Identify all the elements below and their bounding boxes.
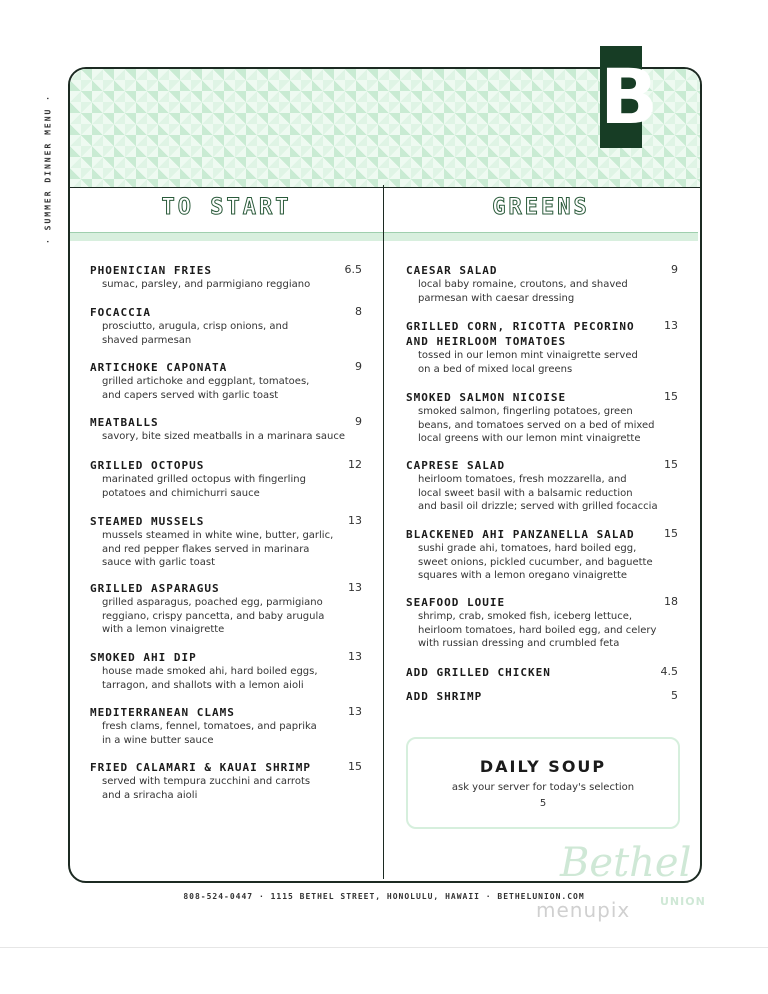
to-start-title: TO START xyxy=(161,195,292,220)
menu-item xyxy=(90,581,362,637)
menu-item-price: 13 xyxy=(664,319,678,332)
daily-soup-desc: ask your server for today's selection xyxy=(451,782,635,793)
menu-item-price: 15 xyxy=(664,458,678,471)
menu-item-name: MEDITERRANEAN CLAMS xyxy=(90,706,235,719)
menu-item-desc: prosciutto, arugula, crisp onions, and xyxy=(102,321,289,332)
menu-item-name: SEAFOOD LOUIE xyxy=(406,596,506,609)
header-band xyxy=(70,232,698,241)
menu-item-desc: local sweet basil with a balsamic reduction xyxy=(418,487,633,499)
menu-item-price: 13 xyxy=(348,514,362,527)
menu-item-desc: sweet onions, pickled cucumber, and baguette xyxy=(418,556,653,568)
menu-item-price: 15 xyxy=(664,527,678,540)
menu-item-desc: smoked salmon, fingerling potatoes, green xyxy=(418,406,633,417)
menu-item-desc: reggiano, crispy pancetta, and baby arugula xyxy=(102,610,325,622)
menu-item xyxy=(90,360,362,402)
menu-item-desc: with russian dressing and crumbled feta xyxy=(418,638,620,649)
menu-item-desc: on a bed of mixed local greens xyxy=(418,363,573,375)
menu-item-desc: squares with a lemon oregano vinaigrette xyxy=(418,570,628,581)
menu-item-name: ARTICHOKE CAPONATA xyxy=(90,361,228,374)
menu-item-desc: potatoes and chimichurri sauce xyxy=(102,487,260,499)
bethel-logo: B xyxy=(600,46,642,148)
menu-item xyxy=(406,263,678,305)
menu-item xyxy=(406,595,678,651)
menu-item-name: BLACKENED AHI PANZANELLA SALAD xyxy=(406,528,635,541)
menu-item-desc: marinated grilled octopus with fingerling xyxy=(102,474,306,485)
menupix-watermark: menupix xyxy=(536,898,631,922)
greens-title: GREENS xyxy=(492,195,590,220)
menu-item-desc: local greens with our lemon mint vinaigrette xyxy=(418,433,641,444)
menu-item-desc: sumac, parsley, and parmigiano reggiano xyxy=(102,279,311,290)
union-watermark: UNION xyxy=(660,895,706,908)
menu-item-desc: sauce with garlic toast xyxy=(102,557,216,568)
menu-item-desc: in a wine butter sauce xyxy=(102,734,214,746)
menu-item-desc: local baby romaine, croutons, and shaved xyxy=(418,279,628,290)
menu-item-desc: and capers served with garlic toast xyxy=(102,389,279,401)
menu-item xyxy=(90,458,362,500)
menu-item-price: 15 xyxy=(348,760,362,773)
menu-item-name: ADD GRILLED CHICKEN xyxy=(406,666,551,679)
menu-item-desc: grilled asparagus, poached egg, parmigiano xyxy=(102,597,323,608)
menu-item-name: ADD SHRIMP xyxy=(406,690,483,703)
menu-item-desc: mussels steamed in white wine, butter, garlic, xyxy=(102,530,334,541)
bethel-watermark: Bethel xyxy=(560,840,692,886)
side-label-text: · SUMMER DINNER MENU · xyxy=(43,94,53,244)
menu-item-desc: shrimp, crab, smoked fish, iceberg lettuce, xyxy=(418,611,633,622)
menu-item-name: FOCACCIA xyxy=(90,306,151,319)
menu-item-name: STEAMED MUSSELS xyxy=(90,515,205,528)
menu-item-price: 15 xyxy=(664,390,678,403)
menu-item xyxy=(90,415,362,444)
menu-item xyxy=(90,705,362,747)
menu-item xyxy=(90,760,362,802)
menu-item xyxy=(406,527,678,583)
menu-item-price: 9 xyxy=(355,415,362,428)
daily-soup-title: DAILY SOUP xyxy=(479,757,607,776)
menu-item-desc: savory, bite sized meatballs in a marinara sauce xyxy=(102,431,345,442)
menu-item xyxy=(406,665,678,680)
menu-item-desc: house made smoked ahi, hard boiled eggs, xyxy=(102,666,318,677)
menu-item-name: GRILLED ASPARAGUS xyxy=(90,582,220,595)
menu-item-name: GRILLED CORN, RICOTTA PECORINO AND HEIRLOOM TOMATOES xyxy=(406,320,635,348)
menu-item-name: PHOENICIAN FRIES xyxy=(90,264,212,277)
menu-item xyxy=(90,514,362,570)
menu-item-desc: parmesan with caesar dressing xyxy=(418,292,575,304)
bottom-rule xyxy=(0,947,768,948)
menu-item-desc: and a sriracha aioli xyxy=(102,789,198,801)
menu-item xyxy=(406,458,678,514)
menu-item xyxy=(406,390,678,446)
menu-item-price: 9 xyxy=(355,360,362,373)
menu-item-price: 4.5 xyxy=(660,665,678,678)
menu-item-desc: heirloom tomatoes, fresh mozzarella, and xyxy=(418,474,627,485)
footer-contact: 808-524-0447 · 1115 BETHEL STREET, HONOLULU, HAWAII · BETHELUNION.COM xyxy=(183,892,585,901)
menu-item-desc: fresh clams, fennel, tomatoes, and paprika xyxy=(102,721,317,732)
menu-item-price: 13 xyxy=(348,650,362,663)
menu-item-desc: with a lemon vinaigrette xyxy=(102,624,225,635)
menu-item-desc: tossed in our lemon mint vinaigrette served xyxy=(418,350,638,361)
menu-item-desc: sushi grade ahi, tomatoes, hard boiled egg, xyxy=(418,543,637,554)
menu-item-desc: served with tempura zucchini and carrots xyxy=(102,776,311,787)
daily-soup-box xyxy=(406,737,680,829)
menu-item xyxy=(90,263,362,292)
menu-item-desc: shaved parmesan xyxy=(102,334,192,346)
daily-soup-price: 5 xyxy=(539,798,547,809)
menu-item-price: 6.5 xyxy=(344,263,362,276)
menu-item-price: 12 xyxy=(348,458,362,471)
menu-item-name: MEATBALLS xyxy=(90,416,159,429)
menu-item-price: 13 xyxy=(348,705,362,718)
menu-item-price: 8 xyxy=(355,305,362,318)
summer-dinner-menu-label xyxy=(38,94,58,244)
menu-item-name: CAESAR SALAD xyxy=(406,264,498,277)
column-divider xyxy=(383,185,384,879)
menu-item xyxy=(90,305,362,347)
menu-item-price: 18 xyxy=(664,595,678,608)
menu-item-name: CAPRESE SALAD xyxy=(406,459,506,472)
menu-item-price: 5 xyxy=(671,689,678,702)
menu-item-name: GRILLED OCTOPUS xyxy=(90,459,205,472)
menu-item-name: SMOKED AHI DIP xyxy=(90,651,197,664)
menu-item xyxy=(406,689,678,704)
menu-item-desc: tarragon, and shallots with a lemon aioli xyxy=(102,679,304,691)
menu-item-desc: heirloom tomatoes, hard boiled egg, and celery xyxy=(418,624,657,636)
menu-item-desc: and red pepper flakes served in marinara xyxy=(102,543,310,555)
menu-item-desc: and basil oil drizzle; served with grilled focaccia xyxy=(418,501,658,512)
menu-item-name: SMOKED SALMON NICOISE xyxy=(406,391,567,404)
menu-item-desc: beans, and tomatoes served on a bed of mixed xyxy=(418,419,655,431)
menu-item xyxy=(406,319,678,376)
menu-item-desc: grilled artichoke and eggplant, tomatoes, xyxy=(102,376,310,387)
menu-item-name: FRIED CALAMARI & KAUAI SHRIMP xyxy=(90,761,312,774)
menu-item xyxy=(90,650,362,692)
menu-item-price: 9 xyxy=(671,263,678,276)
menu-item-price: 13 xyxy=(348,581,362,594)
